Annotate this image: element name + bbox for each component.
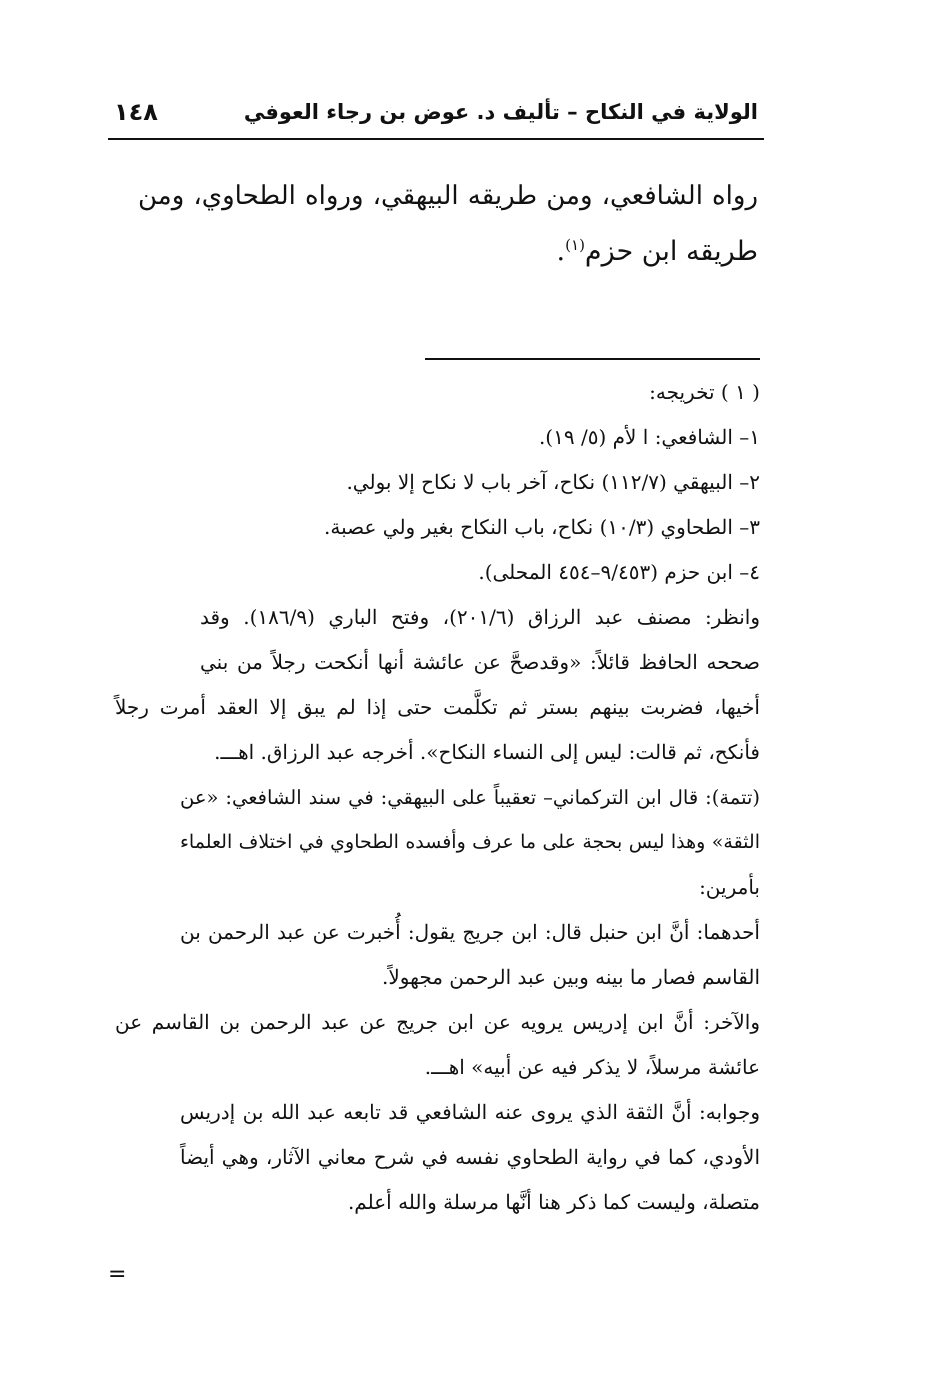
footnote-reference: (١) [565, 236, 585, 254]
main-text [138, 168, 758, 280]
footnote-line: صححه الحافظ قائلاً: «وقدصحَّ عن عائشة أنها أنكحت رجلاً من بني [200, 650, 760, 674]
footnote-line: الثقة» وهذا ليس بحجة على ما عرف وأفسده الطحاوي في اختلاف العلماء [180, 831, 760, 853]
footnotes [115, 370, 760, 1225]
footnote-line: ١– الشافعي: ا لأم (٥/ ١٩). [538, 425, 760, 449]
footnote-line: فأنكح، ثم قالت: ليس إلى النساء النكاح». أخرجه عبد الرزاق. اهـــ. [214, 740, 760, 764]
footnote-line: ٤– ابن حزم (٩/٤٥٣–٤٥٤ المحلى). [478, 560, 760, 584]
running-header [108, 96, 764, 136]
page-number: ١٤٨ [114, 98, 158, 126]
footnote-line: أحدهما: أنَّ ابن حنبل قال: ابن جريج يقول: أُخبرت عن عبد الرحمن بن [180, 920, 760, 944]
footnote-separator [425, 358, 760, 360]
footnote-line: ( ١ ) تخريجه: [649, 380, 760, 404]
footnote-line: ٢– البيهقي (١١٢/٧) نكاح، آخر باب لا نكاح إلا بولي. [346, 470, 760, 494]
footnote-line: (تتمة): قال ابن التركماني– تعقيباً على البيهقي: في سند الشافعي: «عن [180, 786, 760, 809]
main-text-line-1: رواه الشافعي، ومن طريقه البيهقي، ورواه الطحاوي، ومن [138, 181, 758, 211]
footnote-line: ٣– الطحاوي (١٠/٣) نكاح، باب النكاح بغير ولي عصبة. [324, 515, 760, 539]
main-text-line-2-text: طريقه ابن حزم [584, 236, 758, 267]
footnote-line: وانظر: مصنف عبد الرزاق (٢٠١/٦)، وفتح الباري (١٨٦/٩). وقد [200, 605, 761, 629]
main-text-line-2 [138, 224, 758, 280]
header-title: الولاية في النكاح – تأليف د. عوض بن رجاء العوفي [243, 100, 758, 124]
continuation-mark: = [108, 1262, 127, 1287]
footnote-line: والآخر: أنَّ ابن إدريس يرويه عن ابن جريج عن عبد الرحمن بن القاسم عن [115, 1010, 760, 1034]
footnote-line: أخيها، فضربت بينهم بستر ثم تكلَّمت حتى إذا لم يبق إلا العقد أمرت رجلاً [115, 695, 760, 719]
footnote-line: متصلة، وليست كما ذكر هنا أنَّها مرسلة والله أعلم. [347, 1190, 760, 1214]
footnote-line: الأودي، كما في رواية الطحاوي نفسه في شرح معاني الآثار، وهي أيضاً [180, 1145, 760, 1169]
footnote-line: عائشة مرسلاً، لا يذكر فيه عن أبيه» اهـــ. [424, 1055, 760, 1079]
footnote-line: بأمرين: [699, 875, 760, 899]
footnote-line: وجوابه: أنَّ الثقة الذي يروى عنه الشافعي قد تابعه عبد الله بن إدريس [180, 1100, 760, 1124]
header-rule [108, 138, 764, 140]
footnote-line: القاسم فصار ما بينه وبين عبد الرحمن مجهولاً. [382, 965, 760, 989]
main-text-line-2-end: . [556, 236, 566, 267]
